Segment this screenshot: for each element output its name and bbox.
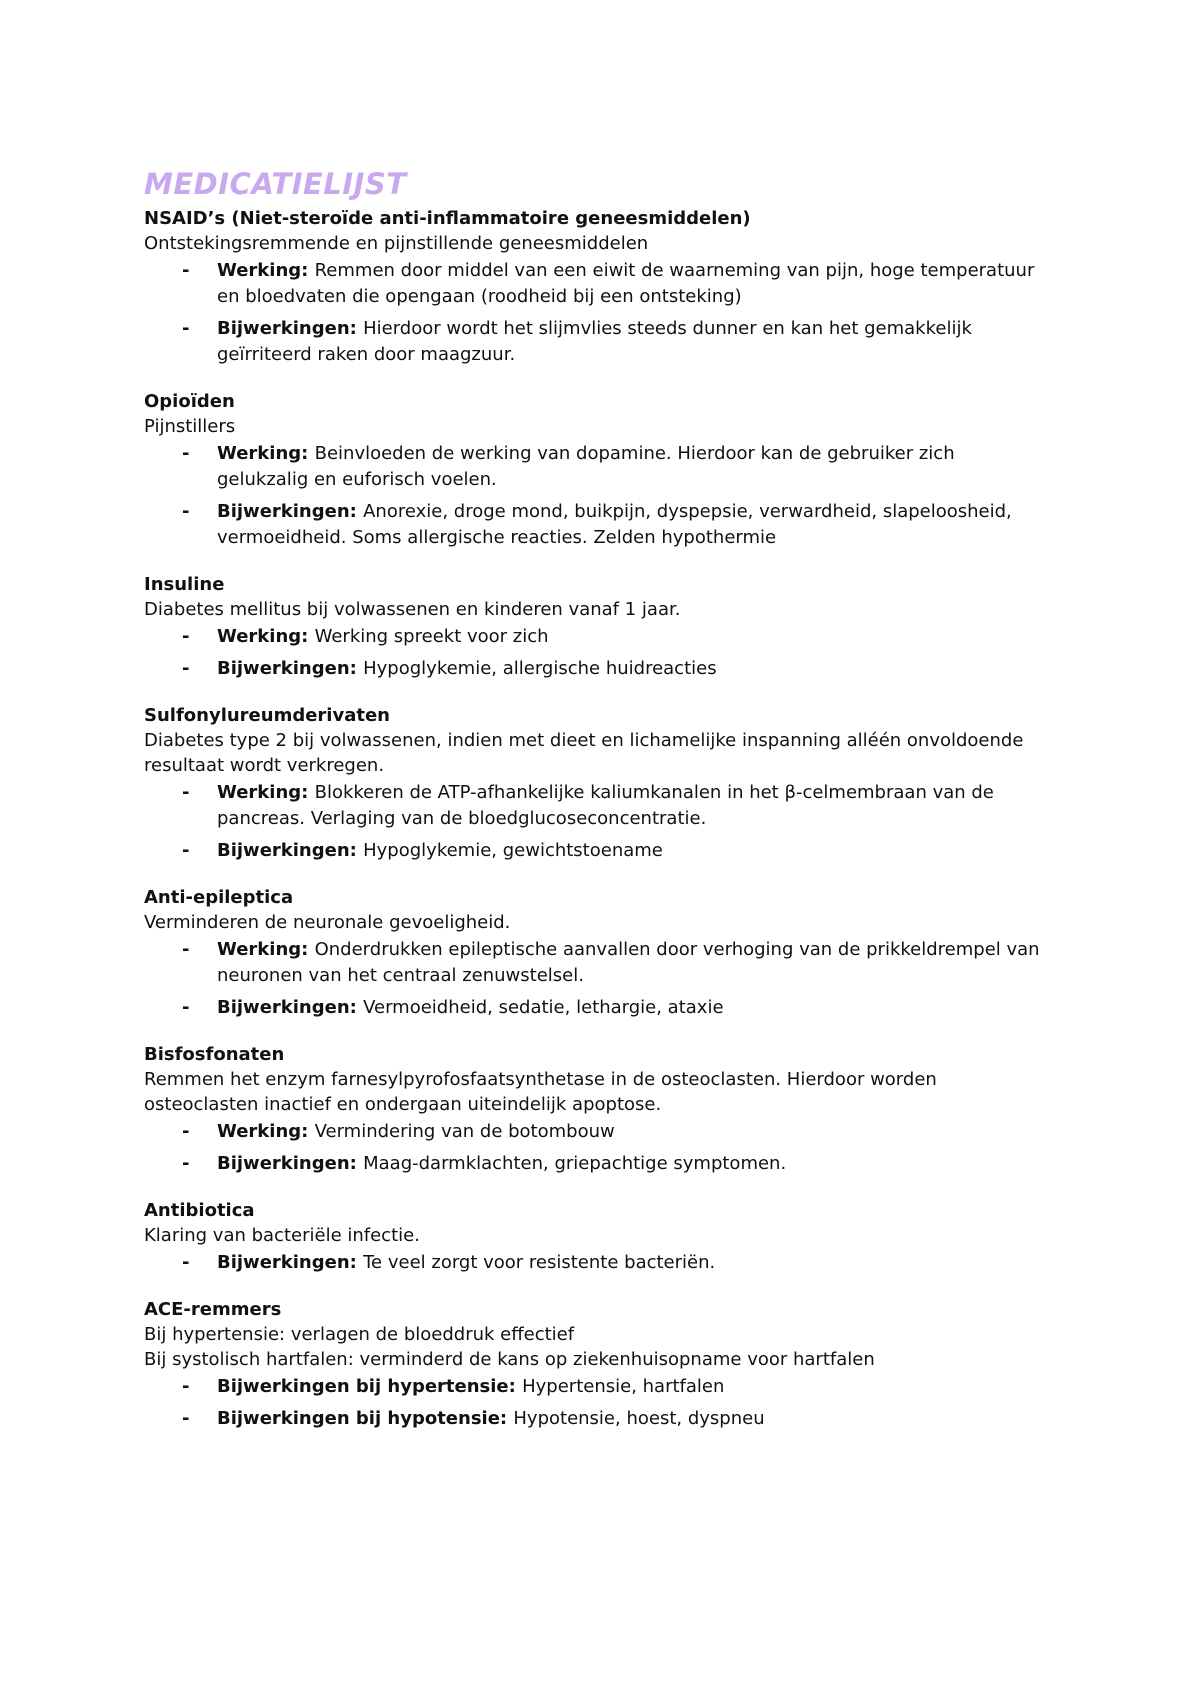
dash-bullet-icon: - [182,939,190,960]
dash-bullet-icon: - [182,1153,190,1174]
bullet-text: Beinvloeden de werking van dopamine. Hierdoor kan de gebruiker zich gelukzalig en euforisch voelen. [217,443,955,490]
bullet-label: Werking: [217,443,315,464]
bullet-text: Werking spreekt voor zich [314,626,549,647]
bullet-text: Blokkeren de ATP-afhankelijke kaliumkanalen in het β-celmembraan van de pancreas. Verlaging van de bloedglucoseconcentratie. [217,782,994,829]
dash-bullet-icon: - [182,1121,190,1142]
section-bullet-list [144,1250,1044,1276]
bullet-label: Werking: [217,1121,315,1142]
dash-bullet-icon: - [182,840,190,861]
dash-bullet-icon: - [182,443,190,464]
bullet-label: Werking: [217,626,315,647]
bullet-text: Hierdoor wordt het slijmvlies steeds dunner en kan het gemakkelijk geïrriteerd raken door maagzuur. [217,318,972,365]
dash-bullet-icon: - [182,1376,190,1397]
bullet-item [144,1406,1044,1432]
medication-section [144,572,1044,682]
section-descriptions [144,910,1044,935]
medication-section [144,1297,1044,1432]
section-heading: NSAID’s (Niet-steroïde anti-inflammatoire geneesmiddelen) [144,208,751,229]
dash-bullet-icon: - [182,658,190,679]
section-heading: Antibiotica [144,1200,255,1221]
section-descriptions [144,414,1044,439]
section-description: Ontstekingsremmende en pijnstillende geneesmiddelen [144,233,649,254]
section-heading: Insuline [144,574,225,595]
bullet-item [144,937,1044,989]
dash-bullet-icon: - [182,1408,190,1429]
dash-bullet-icon: - [182,260,190,281]
bullet-text: Anorexie, droge mond, buikpijn, dyspepsie, verwardheid, slapeloosheid, vermoeidheid. Soms allergische reacties. Zelden hypothermie [217,501,1012,548]
section-bullet-list [144,937,1044,1021]
bullet-label: Werking: [217,260,315,281]
section-heading: Bisfosfonaten [144,1044,285,1065]
bullet-text: Maag-darmklachten, griepachtige symptomen. [363,1153,787,1174]
section-descriptions [144,1322,1044,1372]
bullet-label: Bijwerkingen: [217,840,364,861]
bullet-label: Bijwerkingen: [217,997,364,1018]
medication-sections [144,206,1044,1432]
bullet-item [144,656,1044,682]
bullet-text: Hypoglykemie, gewichtstoename [363,840,663,861]
medication-section [144,206,1044,368]
section-description: Remmen het enzym farnesylpyrofosfaatsynthetase in de osteoclasten. Hierdoor worden osteoclasten inactief en ondergaan uiteindelijk apoptose. [144,1069,937,1115]
medication-section [144,1198,1044,1276]
section-descriptions [144,231,1044,256]
bullet-item [144,258,1044,310]
section-description: Verminderen de neuronale gevoeligheid. [144,912,511,933]
medication-section [144,885,1044,1021]
section-bullet-list [144,624,1044,682]
bullet-item [144,1119,1044,1145]
section-descriptions [144,1223,1044,1248]
section-description: Diabetes type 2 bij volwassenen, indien met dieet en lichamelijke inspanning alléén onvoldoende resultaat wordt verkregen. [144,730,1024,776]
bullet-item [144,316,1044,368]
bullet-item [144,1250,1044,1276]
section-heading: Opioïden [144,391,235,412]
dash-bullet-icon: - [182,318,190,339]
medication-section [144,389,1044,551]
section-description: Pijnstillers [144,416,236,437]
section-description: Diabetes mellitus bij volwassenen en kinderen vanaf 1 jaar. [144,599,681,620]
dash-bullet-icon: - [182,501,190,522]
section-descriptions [144,597,1044,622]
bullet-label: Bijwerkingen bij hypotensie: [217,1408,514,1429]
section-description: Bij systolisch hartfalen: verminderd de kans op ziekenhuisopname voor hartfalen [144,1349,875,1370]
section-bullet-list [144,258,1044,368]
dash-bullet-icon: - [182,1252,190,1273]
document-page [144,166,1044,1453]
section-bullet-list [144,780,1044,864]
bullet-label: Bijwerkingen bij hypertensie: [217,1376,523,1397]
bullet-item [144,499,1044,551]
section-descriptions [144,1067,1044,1117]
section-descriptions [144,728,1044,778]
section-heading: Sulfonylureumderivaten [144,705,390,726]
dash-bullet-icon: - [182,626,190,647]
bullet-label: Bijwerkingen: [217,1252,364,1273]
medication-section [144,1042,1044,1177]
bullet-label: Bijwerkingen: [217,318,364,339]
section-bullet-list [144,441,1044,551]
medication-section [144,703,1044,864]
section-heading: ACE-remmers [144,1299,282,1320]
bullet-label: Werking: [217,939,315,960]
bullet-label: Bijwerkingen: [217,658,364,679]
bullet-text: Te veel zorgt voor resistente bacteriën. [363,1252,716,1273]
bullet-text: Hypotensie, hoest, dyspneu [513,1408,765,1429]
bullet-label: Bijwerkingen: [217,501,364,522]
bullet-text: Onderdrukken epileptische aanvallen door verhoging van de prikkeldrempel van neuronen van het centraal zenuwstelsel. [217,939,1040,986]
section-description: Klaring van bacteriële infectie. [144,1225,420,1246]
bullet-item [144,838,1044,864]
section-bullet-list [144,1119,1044,1177]
bullet-item [144,780,1044,832]
bullet-text: Hypoglykemie, allergische huidreacties [363,658,717,679]
bullet-item [144,1151,1044,1177]
bullet-item [144,624,1044,650]
bullet-text: Vermindering van de botombouw [314,1121,615,1142]
bullet-text: Hypertensie, hartfalen [522,1376,725,1397]
dash-bullet-icon: - [182,782,190,803]
bullet-item [144,995,1044,1021]
bullet-item [144,1374,1044,1400]
document-title: MEDICATIELIJST [144,167,407,201]
bullet-label: Bijwerkingen: [217,1153,364,1174]
section-heading: Anti-epileptica [144,887,294,908]
dash-bullet-icon: - [182,997,190,1018]
bullet-item [144,441,1044,493]
section-bullet-list [144,1374,1044,1432]
bullet-label: Werking: [217,782,315,803]
bullet-text: Remmen door middel van een eiwit de waarneming van pijn, hoge temperatuur en bloedvaten die opengaan (roodheid bij een ontsteking) [217,260,1035,307]
bullet-text: Vermoeidheid, sedatie, lethargie, ataxie [363,997,724,1018]
section-description: Bij hypertensie: verlagen de bloeddruk effectief [144,1324,575,1345]
